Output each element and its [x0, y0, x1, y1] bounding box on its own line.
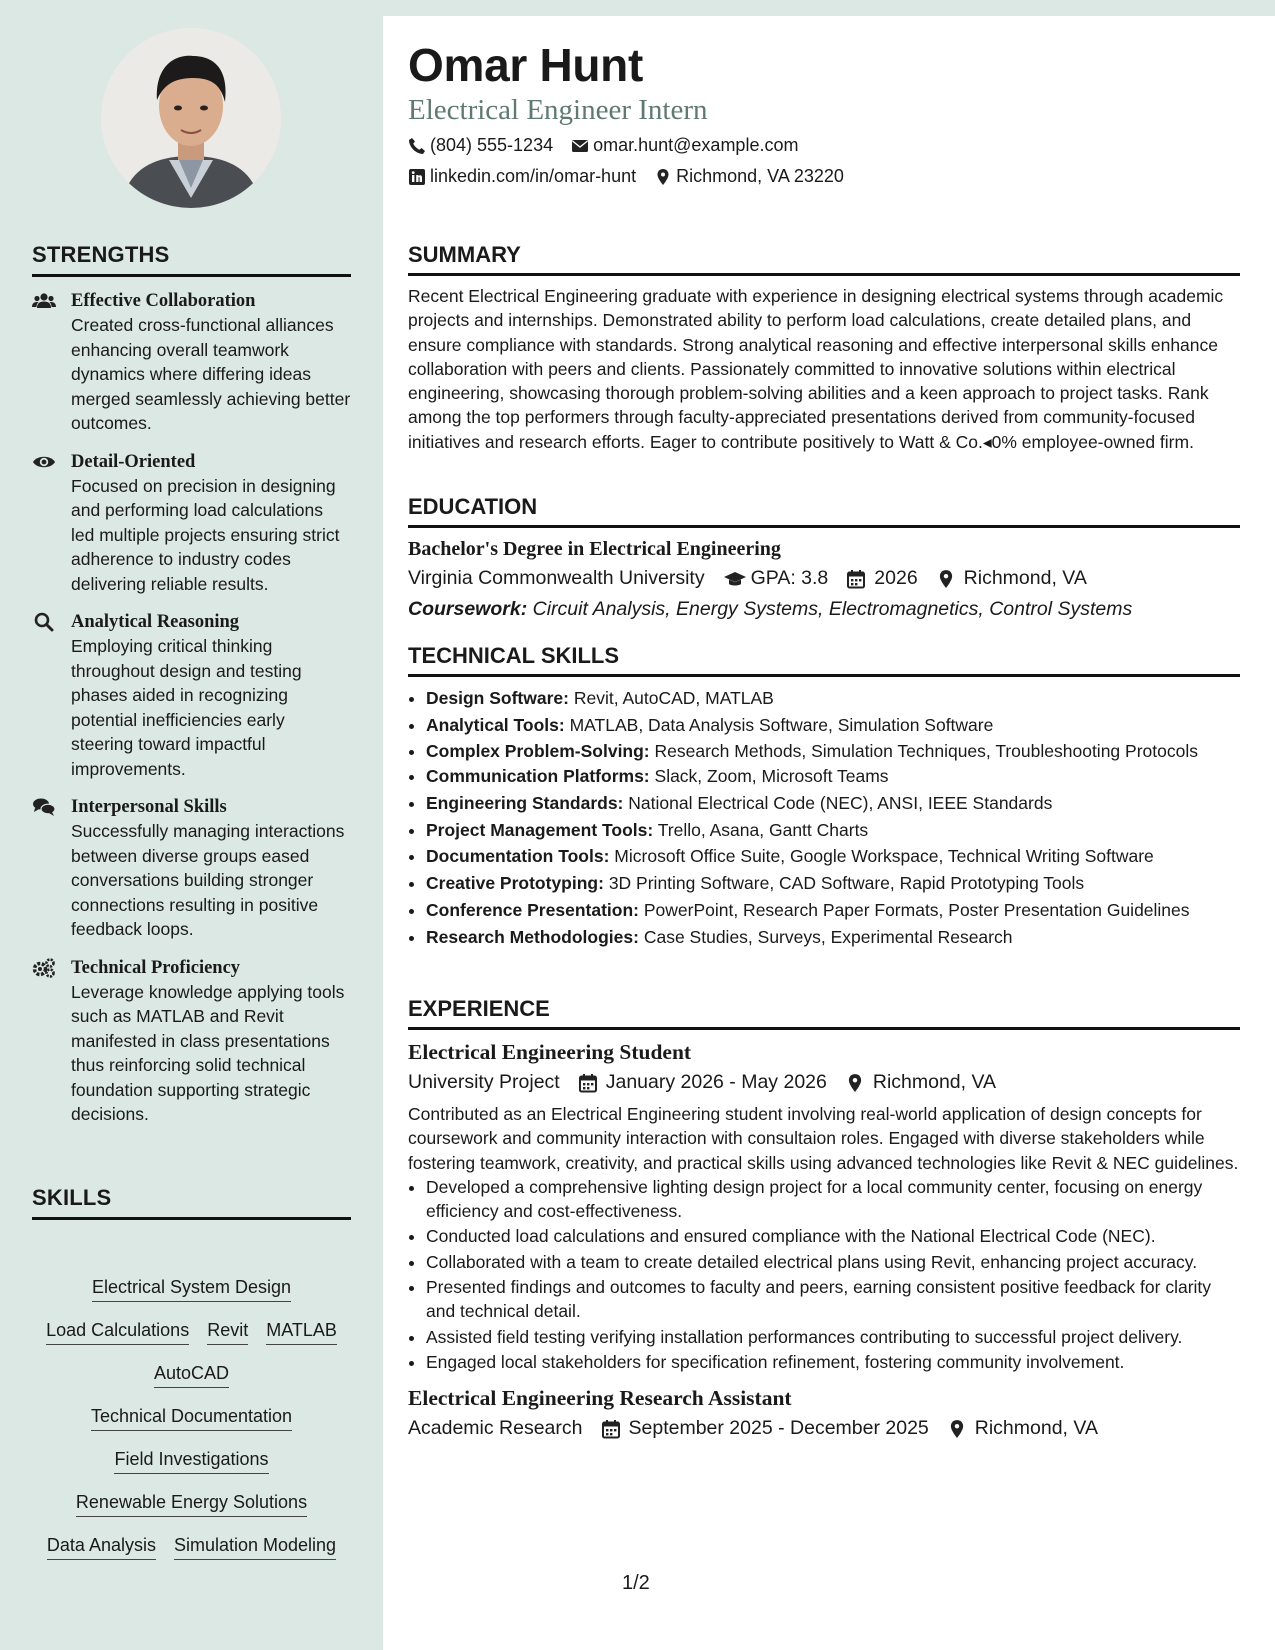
- list-item: • Analytical Tools: MATLAB, Data Analysis Software, Simulation Software: [426, 712, 1240, 739]
- list-item: • Presented findings and outcomes to faculty and peers, earning consistent positive feedback for clarity and technical detail.: [426, 1275, 1240, 1324]
- contact-row-2: [408, 166, 844, 187]
- skills-section: [32, 1185, 351, 1220]
- list-item: • Design Software: Revit, AutoCAD, MATLAB: [426, 685, 1240, 712]
- strength-item: [32, 956, 351, 1127]
- skill-chip: AutoCAD: [154, 1361, 229, 1388]
- strength-desc: Focused on precision in designing and performing load calculations led multiple projects ensuring strict adherence to industry codes delivering reliable results.: [71, 475, 340, 594]
- technical-skills-title: TECHNICAL SKILLS: [408, 643, 1240, 677]
- strength-desc: Created cross-functional alliances enhancing overall teamwork dynamics where differing ideas merged seamlessly achieving better outcomes.: [71, 315, 351, 433]
- skill-chip: Renewable Energy Solutions: [76, 1490, 307, 1517]
- list-item: • Conference Presentation: PowerPoint, Research Paper Formats, Poster Presentation Guidelines: [426, 897, 1240, 924]
- job-meta: [408, 1071, 1240, 1094]
- summary-title: SUMMARY: [408, 242, 1240, 276]
- calendar-icon: [578, 1073, 598, 1093]
- skill-chip: Technical Documentation: [91, 1404, 292, 1431]
- job-title: Electrical Engineering Research Assistant: [408, 1386, 792, 1411]
- map-pin-icon: [936, 569, 956, 589]
- strength-item: [32, 450, 351, 597]
- graduation-year: 2026: [846, 567, 917, 590]
- strength-desc: Leverage knowledge applying tools such as MATLAB and Revit manifested in class presentations thus reinforcing solid technical foundation supporting strategic decisions.: [71, 981, 345, 1124]
- skill-chip: Simulation Modeling: [174, 1533, 336, 1560]
- strengths-section: [32, 242, 351, 1127]
- comments-icon: [32, 797, 56, 817]
- job-entry: [408, 1040, 1240, 1374]
- strength-title: Interpersonal Skills: [71, 797, 227, 817]
- job-dates: January 2026 - May 2026: [578, 1071, 827, 1094]
- experience-section: [408, 996, 1240, 1440]
- strength-desc: Successfully managing interactions between diverse groups eased conversations building stronger connections resulting in positive feedback loops.: [71, 821, 345, 939]
- list-item: • Project Management Tools: Trello, Asana, Gantt Charts: [426, 817, 1240, 844]
- list-item: • Documentation Tools: Microsoft Office Suite, Google Workspace, Technical Writing Software: [426, 843, 1240, 870]
- skills-chips: [32, 1275, 351, 1576]
- skill-chip: Field Investigations: [114, 1447, 268, 1474]
- phone-icon: [408, 137, 426, 155]
- search-icon: [32, 612, 56, 632]
- strength-item: [32, 610, 351, 781]
- education-section: [408, 494, 1240, 621]
- skill-chip: Electrical System Design: [92, 1275, 291, 1302]
- profile-photo: [101, 28, 281, 208]
- candidate-role: Electrical Engineer Intern: [408, 94, 708, 126]
- skills-title: SKILLS: [32, 1185, 351, 1220]
- users-icon: [32, 291, 56, 311]
- linkedin-contact[interactable]: [408, 166, 636, 187]
- linkedin-url[interactable]: linkedin.com/in/omar-hunt: [430, 166, 637, 186]
- map-pin-icon: [654, 168, 672, 186]
- strength-title: Detail-Oriented: [71, 451, 196, 472]
- phone-number: (804) 555-1234: [430, 135, 554, 155]
- list-item: • Assisted field testing verifying installation performances contributing to successful project delivery.: [426, 1325, 1240, 1349]
- list-item: • Conducted load calculations and ensured compliance with the National Electrical Code (NEC).: [426, 1224, 1240, 1248]
- degree-title: Bachelor's Degree in Electrical Engineering: [408, 538, 781, 560]
- job-description: Contributed as an Electrical Engineering student involving real-world application of design concepts for coursework and community interaction with consultaion roles. Engaged with diverse stakeholders while fostering teamwork, creativity, and practical skills using advanced technologies like Revit & NEC guidelines.: [408, 1104, 1239, 1173]
- location-contact: [654, 166, 844, 187]
- location-text: Richmond, VA 23220: [676, 166, 844, 186]
- job-title: Electrical Engineering Student: [408, 1040, 692, 1064]
- strength-desc: Employing critical thinking throughout design and testing phases aided in recognizing potential inefficiencies early steering toward impactful improvements.: [71, 636, 302, 779]
- skill-chip: Load Calculations: [46, 1318, 189, 1345]
- summary-section: [408, 242, 1240, 454]
- job-bullets: [408, 1175, 1240, 1374]
- phone-contact: [408, 135, 553, 156]
- linkedin-icon: [408, 168, 426, 186]
- strength-item: [32, 795, 351, 942]
- coursework: Coursework: Circuit Analysis, Energy Systems, Electromagnetics, Control Systems: [408, 598, 1133, 620]
- job-org: University Project: [408, 1071, 560, 1093]
- list-item: • Collaborated with a team to create detailed electrical plans using Revit, enhancing project accuracy.: [426, 1250, 1240, 1274]
- job-location: Richmond, VA: [947, 1417, 1098, 1440]
- list-item: • Developed a comprehensive lighting design project for a local community center, focusing on energy efficiency and cost-effectiveness.: [426, 1175, 1240, 1224]
- strength-item: [32, 289, 351, 436]
- skill-chip: Revit: [207, 1318, 248, 1345]
- list-item: • Communication Platforms: Slack, Zoom, Microsoft Teams: [426, 763, 1240, 790]
- school-name: Virginia Commonwealth University: [408, 567, 705, 589]
- page-number: 1/2: [622, 1572, 650, 1594]
- strength-title: Effective Collaboration: [71, 291, 256, 311]
- gears-icon: [32, 958, 56, 978]
- email-address[interactable]: omar.hunt@example.com: [593, 135, 799, 155]
- education-title: EDUCATION: [408, 494, 1240, 528]
- eye-icon: [32, 452, 56, 472]
- technical-skills-section: [408, 643, 1240, 951]
- map-pin-icon: [947, 1419, 967, 1439]
- strengths-title: STRENGTHS: [32, 242, 351, 277]
- job-meta: [408, 1417, 1240, 1440]
- experience-title: EXPERIENCE: [408, 996, 1240, 1030]
- job-entry: [408, 1386, 1240, 1440]
- job-org: Academic Research: [408, 1417, 583, 1440]
- job-dates: September 2025 - December 2025: [601, 1417, 929, 1440]
- strength-title: Analytical Reasoning: [71, 612, 240, 632]
- list-item: • Complex Problem-Solving: Research Methods, Simulation Techniques, Troubleshooting Protocols: [426, 739, 1240, 764]
- envelope-icon: [571, 137, 589, 155]
- candidate-name: Omar Hunt: [408, 39, 643, 91]
- list-item: • Engaged local stakeholders for specification refinement, fostering community involvement.: [426, 1350, 1240, 1374]
- graduation-cap-icon: [723, 569, 743, 589]
- education-location: Richmond, VA: [936, 567, 1087, 590]
- education-meta: [408, 567, 1240, 590]
- summary-text: Recent Electrical Engineering graduate with experience in designing electrical systems through academic projects and internships. Demonstrated ability to perform load calculations, create detailed plans, and ensure compliance with standards. Strong analytical reasoning and effective interpersonal skills enhance collaboration with peers and clients. Passionately committed to innovative solutions within electrical engineering, showcasing thorough problem-solving abilities and a keen approach to project tasks. Rank among the top performers through faculty-appreciated presentations derived from community-focused initiatives and research efforts. Eager to contribute positively to Watt & Co.◂0% employee-owned firm.: [408, 286, 1224, 452]
- map-pin-icon: [845, 1073, 865, 1093]
- skill-chip: Data Analysis: [47, 1533, 156, 1560]
- skill-chip: MATLAB: [266, 1318, 337, 1345]
- email-contact[interactable]: [571, 135, 798, 156]
- calendar-icon: [601, 1419, 621, 1439]
- gpa: GPA: 3.8: [723, 567, 829, 590]
- job-location: Richmond, VA: [845, 1071, 996, 1094]
- strength-title: Technical Proficiency: [71, 957, 241, 978]
- contact-row-1: [408, 135, 798, 156]
- technical-skills-list: [408, 685, 1240, 951]
- calendar-icon: [846, 569, 866, 589]
- list-item: • Research Methodologies: Case Studies, Surveys, Experimental Research: [426, 924, 1240, 951]
- list-item: • Creative Prototyping: 3D Printing Software, CAD Software, Rapid Prototyping Tools: [426, 870, 1240, 897]
- list-item: • Engineering Standards: National Electrical Code (NEC), ANSI, IEEE Standards: [426, 790, 1240, 817]
